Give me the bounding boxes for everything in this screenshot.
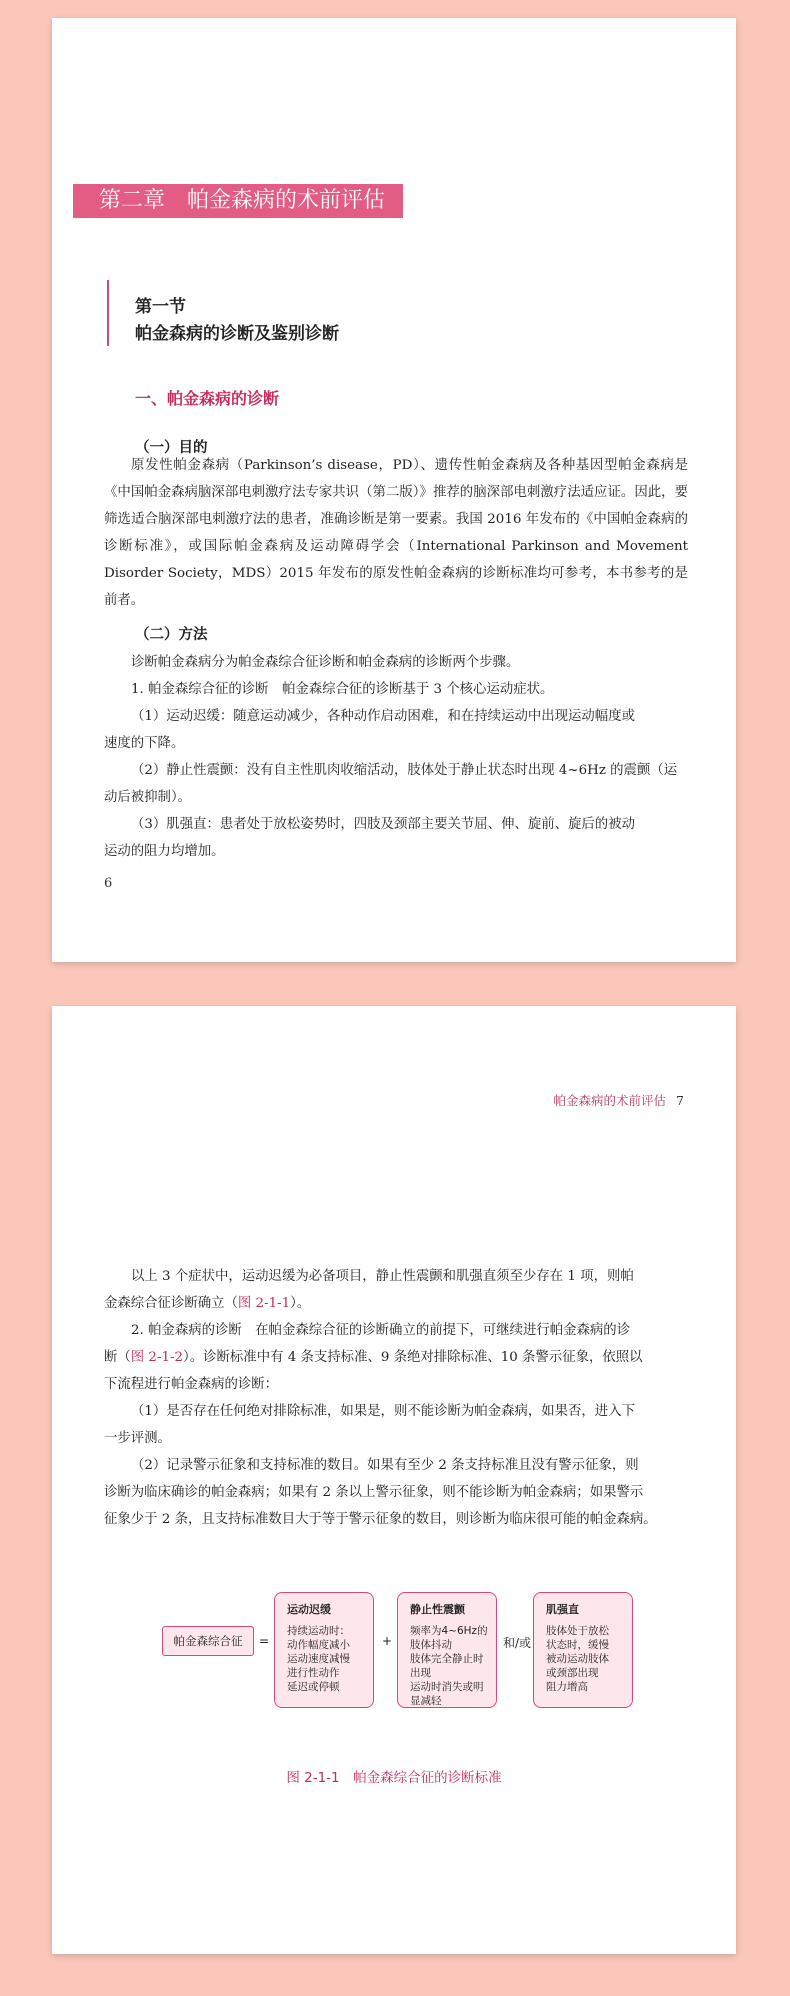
figure-box-title: 肌强直 bbox=[546, 1603, 579, 1616]
figure-reference[interactable]: 图 2-1-1 bbox=[237, 1296, 291, 1311]
body-text: ）。诊断标准中有 4 条支持标准、9 条绝对排除标准、10 条警示征象，依照以 bbox=[183, 1350, 643, 1365]
heading-diagnosis: 一、帕金森病的诊断 bbox=[135, 389, 280, 408]
figure-box-body: 持续运动时： 动作幅度减小 运动速度减慢 进行性动作 延迟或停顿 bbox=[287, 1625, 350, 1693]
body-line bbox=[104, 1344, 688, 1371]
figure-caption: 图 2-1-1 帕金森综合征的诊断标准 bbox=[286, 1770, 502, 1786]
figure-box-rigidity bbox=[533, 1592, 633, 1708]
figure-reference[interactable]: 图 2-1-2 bbox=[130, 1350, 184, 1365]
figure-equals-sign: = bbox=[259, 1634, 270, 1648]
figure-box-body: 频率为4~6Hz的 肢体抖动 肢体完全静止时 出现 运动时消失或明 显减轻 bbox=[410, 1625, 488, 1707]
section-title: 帕金森病的诊断及鉴别诊断 bbox=[135, 324, 339, 344]
body-line: 2. 帕金森病的诊断 在帕金森综合征的诊断确立的前提下，可继续进行帕金森病的诊 bbox=[131, 1323, 631, 1338]
method-line: 1. 帕金森综合征的诊断 帕金森综合征的诊断基于 3 个核心运动症状。 bbox=[131, 682, 554, 697]
heading-purpose: （一）目的 bbox=[135, 440, 208, 456]
chapter-title: 第二章 帕金森病的术前评估 bbox=[73, 184, 403, 218]
method-line: 运动的阻力均增加。 bbox=[104, 844, 225, 859]
section-number: 第一节 bbox=[135, 297, 186, 317]
body-line: 一步评测。 bbox=[104, 1431, 171, 1446]
body-line: （1）是否存在任何绝对排除标准，如果是，则不能诊断为帕金森病，如果否，进入下 bbox=[131, 1404, 635, 1419]
body-line bbox=[104, 1290, 688, 1317]
body-line: 诊断为临床确诊的帕金森病；如果有 2 条以上警示征象，则不能诊断为帕金森病；如果警示 bbox=[104, 1485, 644, 1500]
body-text: 断（ bbox=[104, 1350, 131, 1365]
purpose-paragraph: 原发性帕金森病（Parkinson’s disease，PD）、遗传性帕金森病及各种基因型帕金森病是《中国帕金森病脑深部电刺激疗法专家共识（第二版）》推荐的脑深部电刺激疗法适应证。因此，要筛选适合脑深部电刺激疗法的患者，准确诊断是第一要素。我国 2016 年发布的《中国帕金森病的诊断标准》，或国际帕金森病及运动障碍学会（International Parkinson and Movement Disorder Society，MDS）2015 年发布的原发性帕金森病的诊断标准均可参考，本书参考的是前者。 bbox=[104, 458, 688, 608]
page-number: 7 bbox=[676, 1093, 684, 1108]
method-line: 动后被抑制）。 bbox=[104, 790, 192, 805]
figure-box-title: 运动迟缓 bbox=[287, 1603, 331, 1616]
method-line: （2）静止性震颤：没有自主性肌肉收缩活动，肢体处于静止状态时出现 4~6Hz 的震颤（运 bbox=[131, 763, 678, 778]
heading-method: （二）方法 bbox=[135, 627, 208, 643]
body-line: 下流程进行帕金森病的诊断： bbox=[104, 1377, 279, 1392]
section-rule bbox=[107, 280, 109, 346]
body-text: ）。 bbox=[290, 1296, 311, 1311]
method-line: 诊断帕金森病分为帕金森综合征诊断和帕金森病的诊断两个步骤。 bbox=[131, 655, 520, 670]
page-number: 6 bbox=[104, 876, 113, 891]
body-line: 以上 3 个症状中，运动迟缓为必备项目，静止性震颤和肌强直须至少存在 1 项，则帕 bbox=[131, 1269, 634, 1284]
book-page-right bbox=[52, 1006, 736, 1954]
body-line: （2）记录警示征象和支持标准的数目。如果有至少 2 条支持标准且没有警示征象，则 bbox=[131, 1458, 639, 1473]
figure-plus-sign: + bbox=[382, 1634, 393, 1648]
body-text: 金森综合征诊断确立（ bbox=[104, 1296, 238, 1311]
figure-andor-label: 和/或 bbox=[503, 1636, 532, 1650]
figure-syndrome-box: 帕金森综合征 bbox=[162, 1626, 254, 1656]
figure-box-body: 肢体处于放松 状态时，缓慢 被动运动肢体 或颈部出现 阻力增高 bbox=[546, 1625, 609, 1693]
body-line: 征象少于 2 条，且支持标准数目大于等于警示征象的数目，则诊断为临床很可能的帕金森病。 bbox=[104, 1512, 657, 1527]
figure-box-bradykinesia bbox=[274, 1592, 374, 1708]
book-page-left bbox=[52, 18, 736, 962]
running-head bbox=[554, 1091, 684, 1109]
figure-box-title: 静止性震颤 bbox=[410, 1603, 465, 1616]
running-head-title: 帕金森病的术前评估 bbox=[553, 1093, 667, 1108]
method-line: 速度的下降。 bbox=[104, 736, 185, 751]
method-line: （3）肌强直：患者处于放松姿势时，四肢及颈部主要关节屈、伸、旋前、旋后的被动 bbox=[131, 817, 635, 832]
method-line: （1）运动迟缓：随意运动减少，各种动作启动困难，和在持续运动中出现运动幅度或 bbox=[131, 709, 635, 724]
figure-box-tremor bbox=[397, 1592, 497, 1708]
